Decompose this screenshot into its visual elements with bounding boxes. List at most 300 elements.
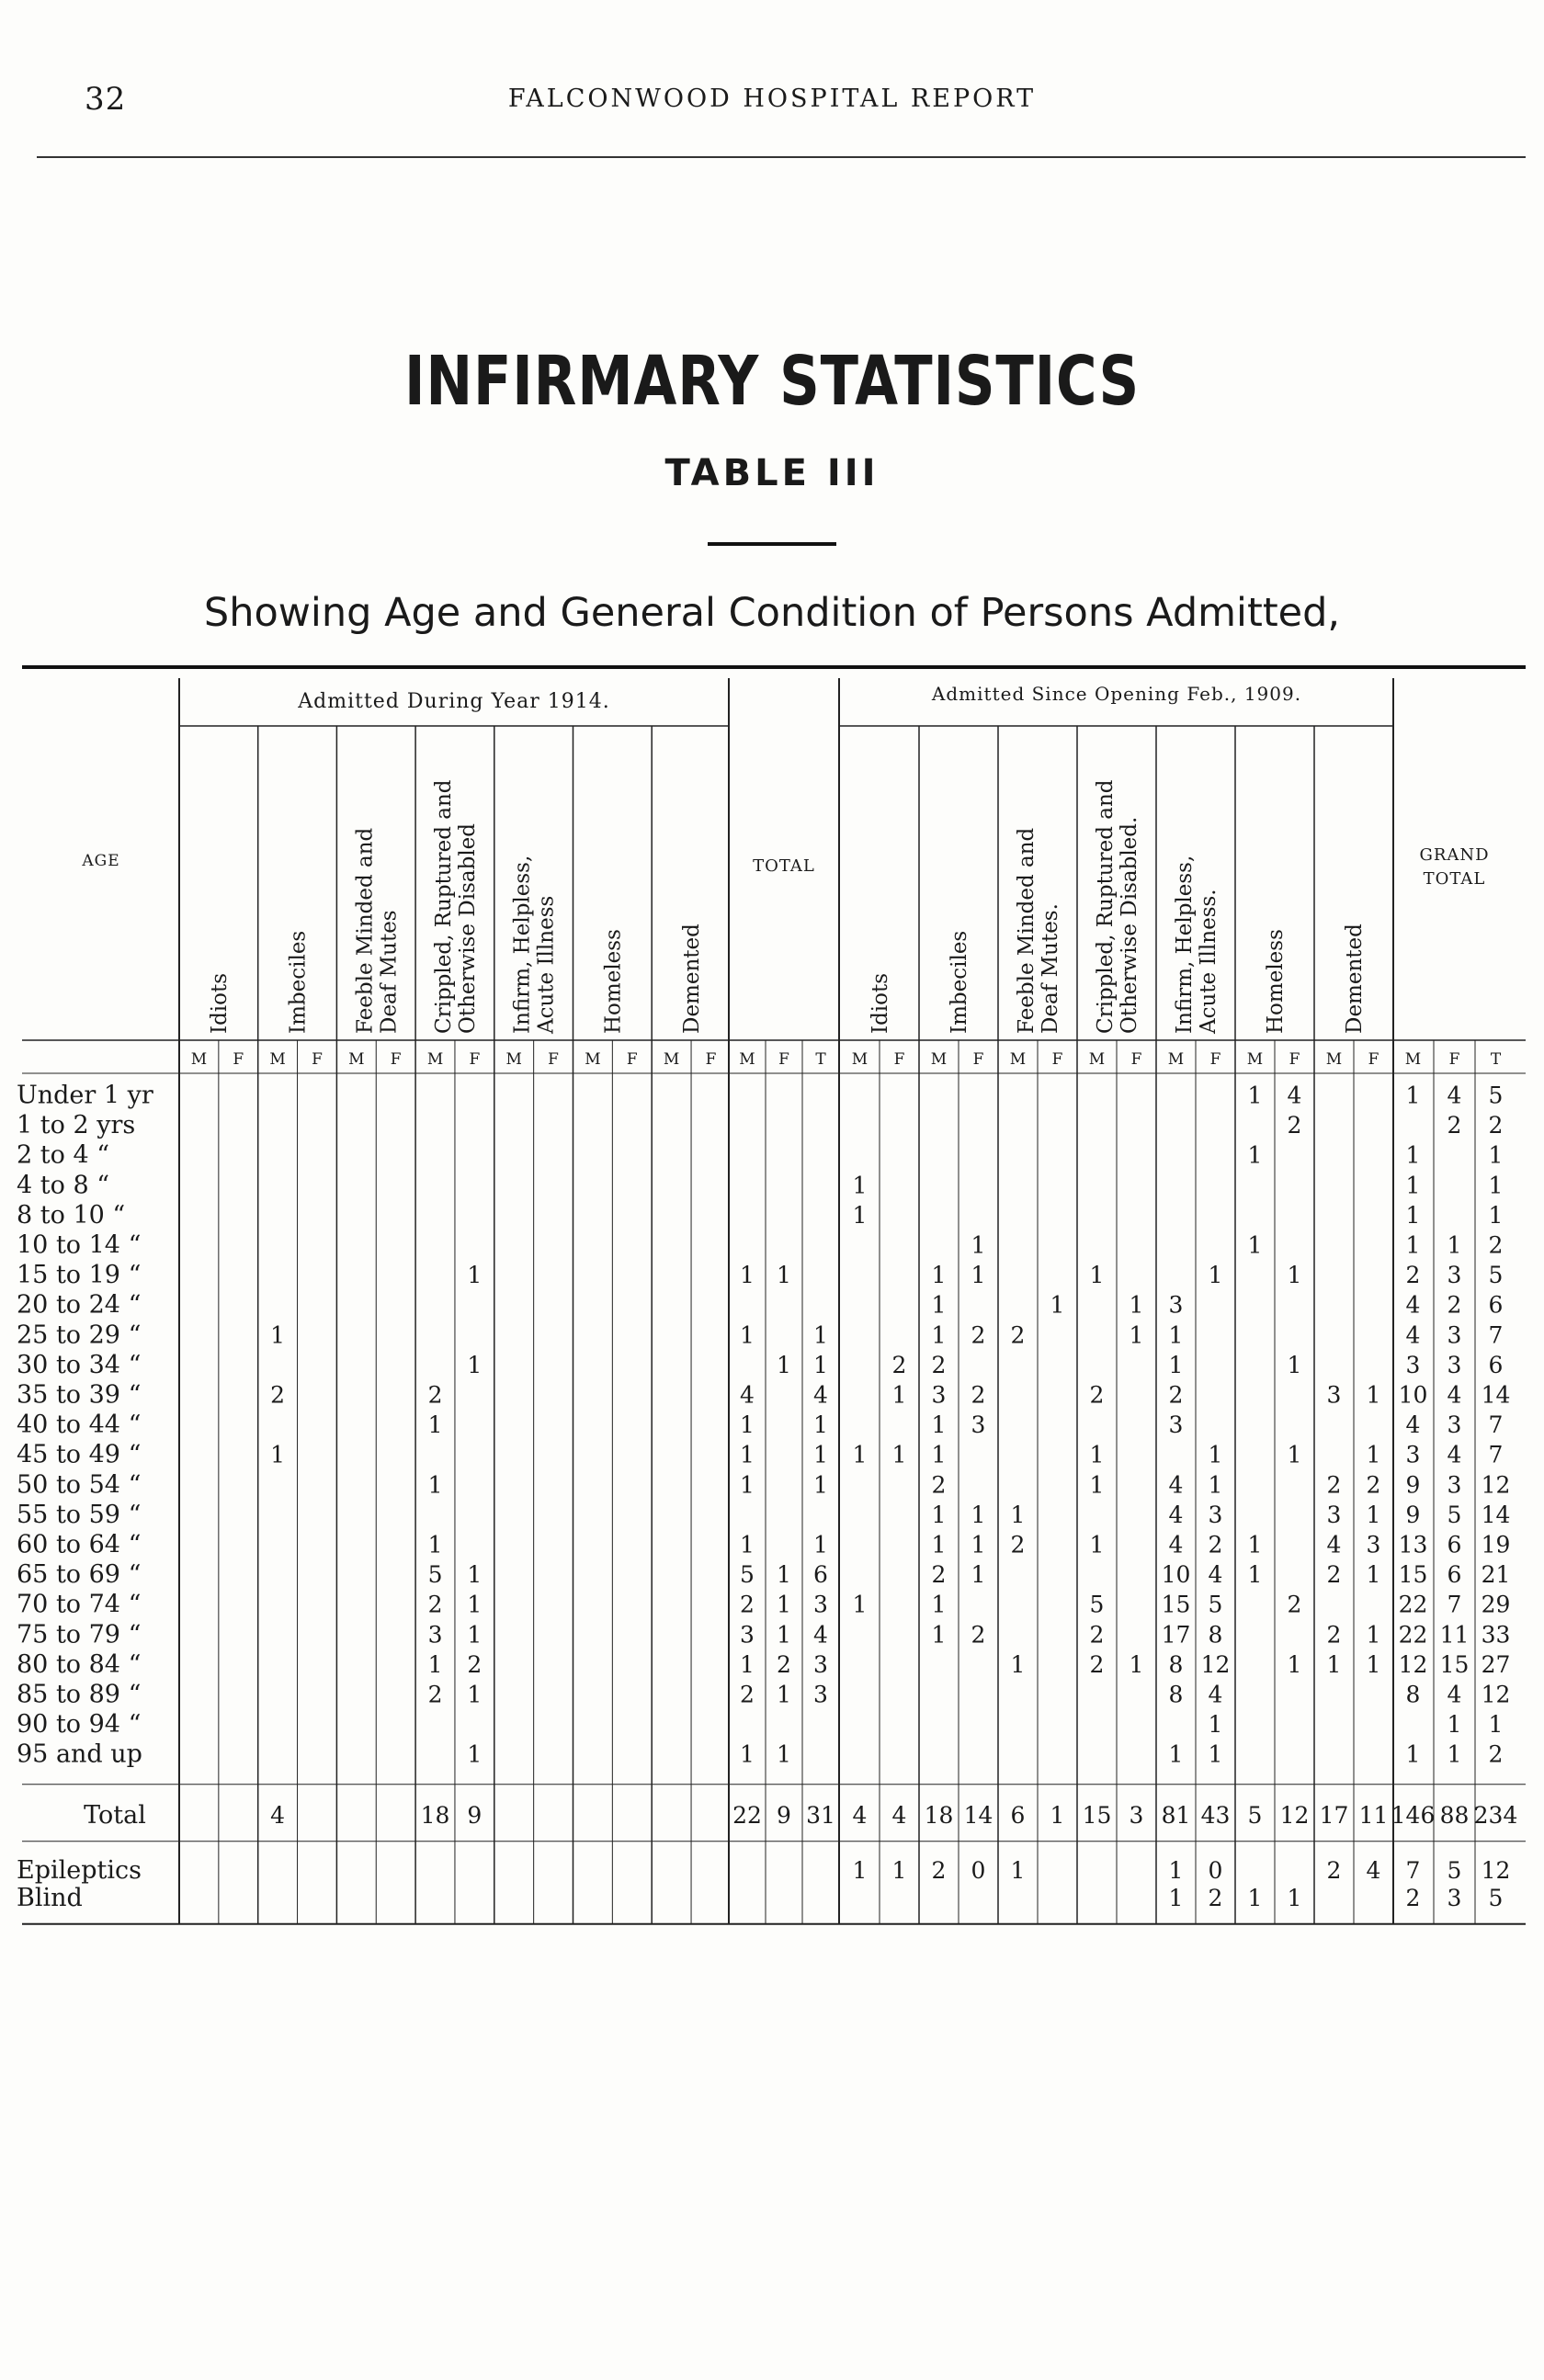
table-cell: 1 xyxy=(1247,1141,1263,1169)
table-cell: 1 xyxy=(1405,1082,1421,1109)
table-cell: 3 xyxy=(971,1411,986,1439)
table-cell: 11 xyxy=(1358,1801,1389,1829)
sub-header-label: M xyxy=(663,1050,680,1069)
table-cell: 1 xyxy=(971,1262,986,1289)
table-cell: 18 xyxy=(420,1801,450,1829)
table-cell: 1 xyxy=(891,1381,907,1409)
sub-header-label: M xyxy=(1009,1050,1027,1069)
table-cell: 1 xyxy=(467,1621,482,1649)
table-cell: 2 xyxy=(427,1681,443,1708)
row-label: 8 to 10 “ xyxy=(17,1200,126,1230)
header-total: TOTAL xyxy=(753,856,815,876)
category-label: Deaf Mutes xyxy=(377,910,402,1034)
table-cell: 1 xyxy=(931,1621,947,1649)
table-row xyxy=(17,1320,1503,1349)
row-label: 15 to 19 “ xyxy=(17,1261,142,1290)
table-cell: 88 xyxy=(1439,1801,1470,1829)
table-cell: 15 xyxy=(1082,1801,1112,1829)
row-label: 4 to 8 “ xyxy=(17,1171,110,1200)
table-cell: 1 xyxy=(1287,1441,1302,1468)
table-cell: 15 xyxy=(1398,1561,1428,1589)
table-cell: 4 xyxy=(1447,1381,1462,1409)
table-cell: 5 xyxy=(740,1561,755,1589)
table-cell: 1 xyxy=(1010,1856,1026,1884)
row-label: 2 to 4 “ xyxy=(17,1140,110,1170)
table-cell: 6 xyxy=(1010,1801,1026,1829)
table-cell: 1 xyxy=(971,1231,986,1259)
table-cell: 12 xyxy=(1200,1650,1231,1678)
table-cell: 3 xyxy=(1405,1441,1421,1468)
table-row xyxy=(17,1291,1503,1320)
table-cell: 1 xyxy=(1208,1740,1223,1768)
row-label: 1 to 2 yrs xyxy=(17,1111,136,1140)
row-label: 60 to 64 “ xyxy=(17,1530,142,1559)
row-label: Total xyxy=(84,1800,146,1830)
table-cell: 4 xyxy=(1447,1441,1462,1468)
table-cell: 1 xyxy=(270,1321,286,1349)
table-cell: 1 xyxy=(1208,1711,1223,1739)
table-cell: 81 xyxy=(1161,1801,1191,1829)
table-cell: 1 xyxy=(931,1441,947,1468)
sub-header-label: F xyxy=(1209,1050,1221,1069)
table-cell: 1 xyxy=(1168,1884,1184,1911)
sub-header-label: F xyxy=(390,1050,402,1069)
table-row xyxy=(17,1591,1510,1619)
table-row xyxy=(17,1380,1510,1409)
table-row xyxy=(17,1230,1503,1259)
table-cell: 1 xyxy=(467,1681,482,1708)
table-cell: 2 xyxy=(1405,1262,1421,1289)
table-cell: 4 xyxy=(1447,1681,1462,1708)
row-label: 30 to 34 “ xyxy=(17,1350,142,1379)
header-admitted-since-opening: Admitted Since Opening Feb., 1909. xyxy=(931,683,1302,705)
table-row xyxy=(17,1740,1503,1769)
table-cell: 6 xyxy=(1447,1531,1462,1558)
table-cell: 1 xyxy=(891,1441,907,1468)
table-row xyxy=(17,1530,1510,1558)
table-cell: 1 xyxy=(1447,1231,1462,1259)
row-label: 45 to 49 “ xyxy=(17,1440,142,1469)
table-cell: 1 xyxy=(777,1561,791,1589)
table-cell: 1 xyxy=(1010,1501,1026,1528)
table-cell: 1 xyxy=(1247,1531,1263,1558)
table-cell: 1 xyxy=(777,1262,791,1289)
table-cell: 1 xyxy=(1168,1321,1184,1349)
table-body xyxy=(17,1081,1517,1911)
header-grand-total-2: TOTAL xyxy=(1423,869,1486,889)
table-cell: 4 xyxy=(270,1801,286,1829)
table-cell: 1 xyxy=(740,1441,755,1468)
table-cell: 1 xyxy=(931,1262,947,1289)
table-cell: 4 xyxy=(852,1801,868,1829)
table-cell: 2 xyxy=(1287,1591,1302,1618)
running-header: FALCONWOOD HOSPITAL REPORT xyxy=(507,85,1037,113)
table-cell: 27 xyxy=(1481,1650,1511,1678)
category-label: Crippled, Ruptured and xyxy=(1094,779,1118,1034)
sub-header-label: M xyxy=(426,1050,444,1069)
sub-header-label: F xyxy=(1051,1050,1063,1069)
table-cell: 1 xyxy=(813,1351,828,1378)
table-cell: 1 xyxy=(1366,1501,1381,1528)
table-cell: 1 xyxy=(1129,1321,1144,1349)
table-cell: 8 xyxy=(1208,1621,1223,1649)
table-cell: 1 xyxy=(1326,1650,1342,1678)
table-cell: 1 xyxy=(1287,1262,1302,1289)
table-cell: 3 xyxy=(1447,1471,1462,1499)
table-cell: 17 xyxy=(1161,1621,1191,1649)
table-cell: 1 xyxy=(931,1411,947,1439)
table-cell: 14 xyxy=(963,1801,993,1829)
sub-header-label: M xyxy=(930,1050,948,1069)
table-cell: 1 xyxy=(467,1561,482,1589)
table-cell: 1 xyxy=(1488,1141,1504,1169)
table-cell: 15 xyxy=(1439,1650,1470,1678)
sub-header-label: T xyxy=(815,1050,826,1069)
table-cell: 13 xyxy=(1398,1531,1428,1558)
table-cell: 22 xyxy=(1398,1591,1428,1618)
sub-header-label: T xyxy=(1490,1050,1502,1069)
table-cell: 2 xyxy=(777,1650,791,1678)
table-row xyxy=(17,1650,1510,1679)
table-cell: 7 xyxy=(1447,1591,1462,1618)
row-label: 40 to 44 “ xyxy=(17,1411,142,1440)
table-cell: 1 xyxy=(931,1531,947,1558)
category-label: Demented xyxy=(680,924,705,1034)
table-cell: 4 xyxy=(813,1381,828,1409)
table-cell: 2 xyxy=(931,1561,947,1589)
sub-header-label: M xyxy=(1325,1050,1343,1069)
table-cell: 12 xyxy=(1398,1650,1428,1678)
sub-header-label: F xyxy=(1130,1050,1142,1069)
sub-header-label: F xyxy=(705,1050,717,1069)
category-label: Imbeciles xyxy=(948,930,971,1034)
table-cell: 22 xyxy=(732,1801,762,1829)
table-cell: 1 xyxy=(813,1471,828,1499)
category-label: Deaf Mutes. xyxy=(1039,903,1062,1034)
table-cell: 29 xyxy=(1481,1591,1511,1618)
table-cell: 3 xyxy=(1168,1291,1184,1319)
table-cell: 21 xyxy=(1481,1561,1511,1589)
table-cell: 1 xyxy=(1089,1262,1105,1289)
sub-header-label: F xyxy=(233,1050,244,1069)
row-label: 35 to 39 “ xyxy=(17,1380,142,1410)
table-cell: 6 xyxy=(1488,1291,1504,1319)
table-cell: 2 xyxy=(1405,1884,1421,1911)
table-cell: 5 xyxy=(1247,1801,1263,1829)
table-cell: 5 xyxy=(1447,1856,1462,1884)
table-row xyxy=(17,1171,1503,1199)
row-label: Under 1 yr xyxy=(17,1081,153,1110)
table-cell: 3 xyxy=(1447,1411,1462,1439)
table-cell: 2 xyxy=(891,1351,907,1378)
header-admitted-1914: Admitted During Year 1914. xyxy=(298,690,610,713)
table-cell: 8 xyxy=(1168,1650,1184,1678)
table-row xyxy=(17,1141,1503,1170)
table-cell: 1 xyxy=(1050,1801,1065,1829)
table-cell: 3 xyxy=(1129,1801,1144,1829)
table-cell: 2 xyxy=(1447,1112,1462,1139)
table-cell: 1 xyxy=(427,1531,443,1558)
category-label: Idiots xyxy=(207,972,232,1034)
table-cell: 1 xyxy=(1247,1231,1263,1259)
table-cell: 2 xyxy=(1208,1531,1223,1558)
table-cell: 1 xyxy=(1366,1650,1381,1678)
table-cell: 15 xyxy=(1161,1591,1191,1618)
table-cell: 1 xyxy=(740,1650,755,1678)
table-cell: 1 xyxy=(1405,1231,1421,1259)
table-cell: 1 xyxy=(1168,1740,1184,1768)
table-cell: 14 xyxy=(1481,1501,1511,1528)
table-cell: 4 xyxy=(1208,1561,1223,1589)
table-cell: 9 xyxy=(1405,1471,1421,1499)
table-cell: 4 xyxy=(1168,1501,1184,1528)
row-label: 85 to 89 “ xyxy=(17,1680,142,1709)
table-cell: 7 xyxy=(1488,1411,1504,1439)
table-cell: 4 xyxy=(1366,1856,1381,1884)
header-age: AGE xyxy=(82,852,120,870)
table-cell: 1 xyxy=(1208,1471,1223,1499)
table-cell: 1 xyxy=(1247,1561,1263,1589)
table-cell: 3 xyxy=(1447,1262,1462,1289)
table-cell: 1 xyxy=(1366,1381,1381,1409)
table-cell: 4 xyxy=(1447,1082,1462,1109)
sub-header-label: F xyxy=(1368,1050,1379,1069)
table-cell: 1 xyxy=(1089,1471,1105,1499)
table-cell: 6 xyxy=(1488,1351,1504,1378)
table-cell: 12 xyxy=(1279,1801,1310,1829)
table-cell: 1 xyxy=(852,1441,868,1468)
table-row xyxy=(17,1856,1510,1885)
table-cell: 1 xyxy=(852,1856,868,1884)
table-cell: 1 xyxy=(852,1591,868,1618)
category-label: Homeless xyxy=(601,929,626,1034)
row-label: 55 to 59 “ xyxy=(17,1500,142,1529)
table-row xyxy=(17,1351,1503,1379)
table-row xyxy=(17,1111,1503,1139)
table-cell: 2 xyxy=(1089,1621,1105,1649)
table-cell: 1 xyxy=(467,1351,482,1378)
table-cell: 4 xyxy=(1168,1471,1184,1499)
table-cell: 2 xyxy=(1326,1471,1342,1499)
table-cell: 5 xyxy=(1447,1501,1462,1528)
table-cell: 1 xyxy=(777,1740,791,1768)
row-label: 95 and up xyxy=(17,1740,142,1769)
table-cell: 1 xyxy=(1129,1291,1144,1319)
table-cell: 2 xyxy=(1089,1381,1105,1409)
table-cell: 2 xyxy=(1326,1856,1342,1884)
table-row xyxy=(17,1411,1503,1439)
table-cell: 33 xyxy=(1481,1621,1511,1649)
sub-header-label: F xyxy=(972,1050,984,1069)
row-label: Epileptics xyxy=(17,1855,142,1885)
table-row xyxy=(17,1620,1510,1649)
row-label: Blind xyxy=(17,1883,83,1912)
table-cell: 1 xyxy=(931,1291,947,1319)
table-cell: 7 xyxy=(1488,1321,1504,1349)
table-cell: 4 xyxy=(1208,1681,1223,1708)
table-cell: 11 xyxy=(1439,1621,1470,1649)
table-cell: 3 xyxy=(1447,1351,1462,1378)
table-cell: 1 xyxy=(1488,1201,1504,1229)
table-cell: 1 xyxy=(813,1441,828,1468)
category-label: Infirm, Helpless, xyxy=(510,855,535,1034)
table-cell: 5 xyxy=(1488,1884,1504,1911)
sub-header-label: M xyxy=(739,1050,755,1069)
sub-header-label: M xyxy=(1404,1050,1422,1069)
table-cell: 4 xyxy=(1287,1082,1302,1109)
table-cell: 2 xyxy=(1089,1650,1105,1678)
table-cell: 1 xyxy=(931,1591,947,1618)
category-label: Imbeciles xyxy=(286,930,311,1034)
table-cell: 5 xyxy=(1488,1082,1504,1109)
table-cell: 3 xyxy=(740,1621,755,1649)
table-cell: 2 xyxy=(1287,1112,1302,1139)
table-cell: 1 xyxy=(1287,1351,1302,1378)
table-cell: 2 xyxy=(1366,1471,1381,1499)
category-label: Idiots xyxy=(868,972,892,1034)
row-label: 70 to 74 “ xyxy=(17,1590,142,1619)
table-cell: 1 xyxy=(467,1740,482,1768)
table-cell: 10 xyxy=(1161,1561,1191,1589)
table-cell: 1 xyxy=(1208,1262,1223,1289)
category-label: Infirm, Helpless, xyxy=(1173,855,1197,1034)
table-caption: Showing Age and General Condition of Persons Admitted, xyxy=(203,590,1341,636)
table-cell: 146 xyxy=(1391,1801,1436,1829)
category-label: Feeble Minded and xyxy=(1015,827,1039,1034)
row-label: 20 to 24 “ xyxy=(17,1290,142,1320)
table-cell: 2 xyxy=(1488,1740,1504,1768)
table-cell: 0 xyxy=(1208,1856,1223,1884)
sub-header-label: F xyxy=(469,1050,481,1069)
table-cell: 3 xyxy=(813,1591,828,1618)
table-cell: 1 xyxy=(1366,1441,1381,1468)
table-row xyxy=(17,1261,1503,1289)
table-cell: 2 xyxy=(740,1591,755,1618)
table-cell: 8 xyxy=(1405,1681,1421,1708)
row-label: 65 to 69 “ xyxy=(17,1560,142,1590)
total-row xyxy=(84,1801,1517,1830)
table-cell: 2 xyxy=(931,1351,947,1378)
table-cell: 1 xyxy=(971,1531,986,1558)
sub-header-label: M xyxy=(851,1050,868,1069)
table-cell: 1 xyxy=(1405,1740,1421,1768)
table-cell: 9 xyxy=(1405,1501,1421,1528)
table-cell: 4 xyxy=(1168,1531,1184,1558)
table-cell: 2 xyxy=(931,1856,947,1884)
table-cell: 2 xyxy=(1010,1531,1026,1558)
table-cell: 2 xyxy=(931,1471,947,1499)
table-cell: 5 xyxy=(1089,1591,1105,1618)
table-cell: 3 xyxy=(1366,1531,1381,1558)
table-cell: 4 xyxy=(1405,1411,1421,1439)
table-cell: 3 xyxy=(1447,1321,1462,1349)
table-cell: 2 xyxy=(1168,1381,1184,1409)
table-cell: 1 xyxy=(1366,1621,1381,1649)
table-cell: 12 xyxy=(1481,1681,1511,1708)
table-cell: 1 xyxy=(1405,1141,1421,1169)
table-cell: 1 xyxy=(813,1321,828,1349)
table-cell: 1 xyxy=(971,1501,986,1528)
table-cell: 2 xyxy=(971,1621,986,1649)
table-cell: 7 xyxy=(1488,1441,1504,1468)
table-cell: 1 xyxy=(1405,1201,1421,1229)
table-cell: 1 xyxy=(740,1740,755,1768)
table-cell: 2 xyxy=(467,1650,482,1678)
sub-header-label: F xyxy=(893,1050,905,1069)
table-cell: 3 xyxy=(1326,1381,1342,1409)
table-cell: 1 xyxy=(1168,1351,1184,1378)
sub-header-label: M xyxy=(348,1050,365,1069)
row-label: 50 to 54 “ xyxy=(17,1470,142,1500)
table-cell: 1 xyxy=(1050,1291,1065,1319)
table-cell: 9 xyxy=(777,1801,791,1829)
row-label: 80 to 84 “ xyxy=(17,1649,142,1679)
table-cell: 1 xyxy=(427,1471,443,1499)
table-cell: 4 xyxy=(740,1381,755,1409)
table-cell: 1 xyxy=(270,1441,286,1468)
table-row xyxy=(17,1441,1503,1469)
table-cell: 2 xyxy=(1326,1621,1342,1649)
row-label: 75 to 79 “ xyxy=(17,1620,142,1649)
table-cell: 22 xyxy=(1398,1621,1428,1649)
table-cell: 2 xyxy=(971,1381,986,1409)
sub-header-label: F xyxy=(312,1050,323,1069)
table-cell: 2 xyxy=(270,1381,286,1409)
table-cell: 234 xyxy=(1473,1801,1518,1829)
table-row xyxy=(17,1081,1503,1109)
table-row xyxy=(17,1884,1503,1912)
table-cell: 1 xyxy=(740,1321,755,1349)
table-row xyxy=(17,1710,1503,1739)
table-cell: 6 xyxy=(1447,1561,1462,1589)
sub-header-label: M xyxy=(190,1050,208,1069)
sub-header-label: F xyxy=(626,1050,638,1069)
table-cell: 3 xyxy=(1208,1501,1223,1528)
table-cell: 3 xyxy=(931,1381,947,1409)
table-cell: 2 xyxy=(971,1321,986,1349)
table-cell: 19 xyxy=(1481,1531,1511,1558)
header-grand-total-1: GRAND xyxy=(1419,845,1490,865)
table-cell: 4 xyxy=(1326,1531,1342,1558)
table-cell: 5 xyxy=(1208,1591,1223,1618)
category-label: Crippled, Ruptured and xyxy=(431,779,456,1034)
table-cell: 2 xyxy=(1010,1321,1026,1349)
table-cell: 1 xyxy=(931,1501,947,1528)
table-cell: 4 xyxy=(813,1621,828,1649)
table-cell: 1 xyxy=(777,1621,791,1649)
table-cell: 1 xyxy=(891,1856,907,1884)
table-cell: 1 xyxy=(1488,1711,1504,1739)
table-cell: 2 xyxy=(1208,1884,1223,1911)
sub-header-label: M xyxy=(269,1050,286,1069)
category-label: Otherwise Disabled xyxy=(455,822,480,1034)
table-cell: 14 xyxy=(1481,1381,1511,1409)
table-cell: 1 xyxy=(1247,1082,1263,1109)
table-cell: 7 xyxy=(1405,1856,1421,1884)
table-cell: 1 xyxy=(467,1591,482,1618)
category-label: Homeless xyxy=(1264,929,1288,1034)
table-cell: 17 xyxy=(1319,1801,1349,1829)
table-cell: 31 xyxy=(806,1801,835,1829)
table-cell: 8 xyxy=(1168,1681,1184,1708)
table-cell: 4 xyxy=(1405,1321,1421,1349)
table-cell: 2 xyxy=(1447,1291,1462,1319)
table-cell: 1 xyxy=(1168,1856,1184,1884)
table-cell: 1 xyxy=(1405,1172,1421,1199)
table-cell: 1 xyxy=(1287,1884,1302,1911)
table-cell: 6 xyxy=(813,1561,828,1589)
table-cell: 2 xyxy=(740,1681,755,1708)
